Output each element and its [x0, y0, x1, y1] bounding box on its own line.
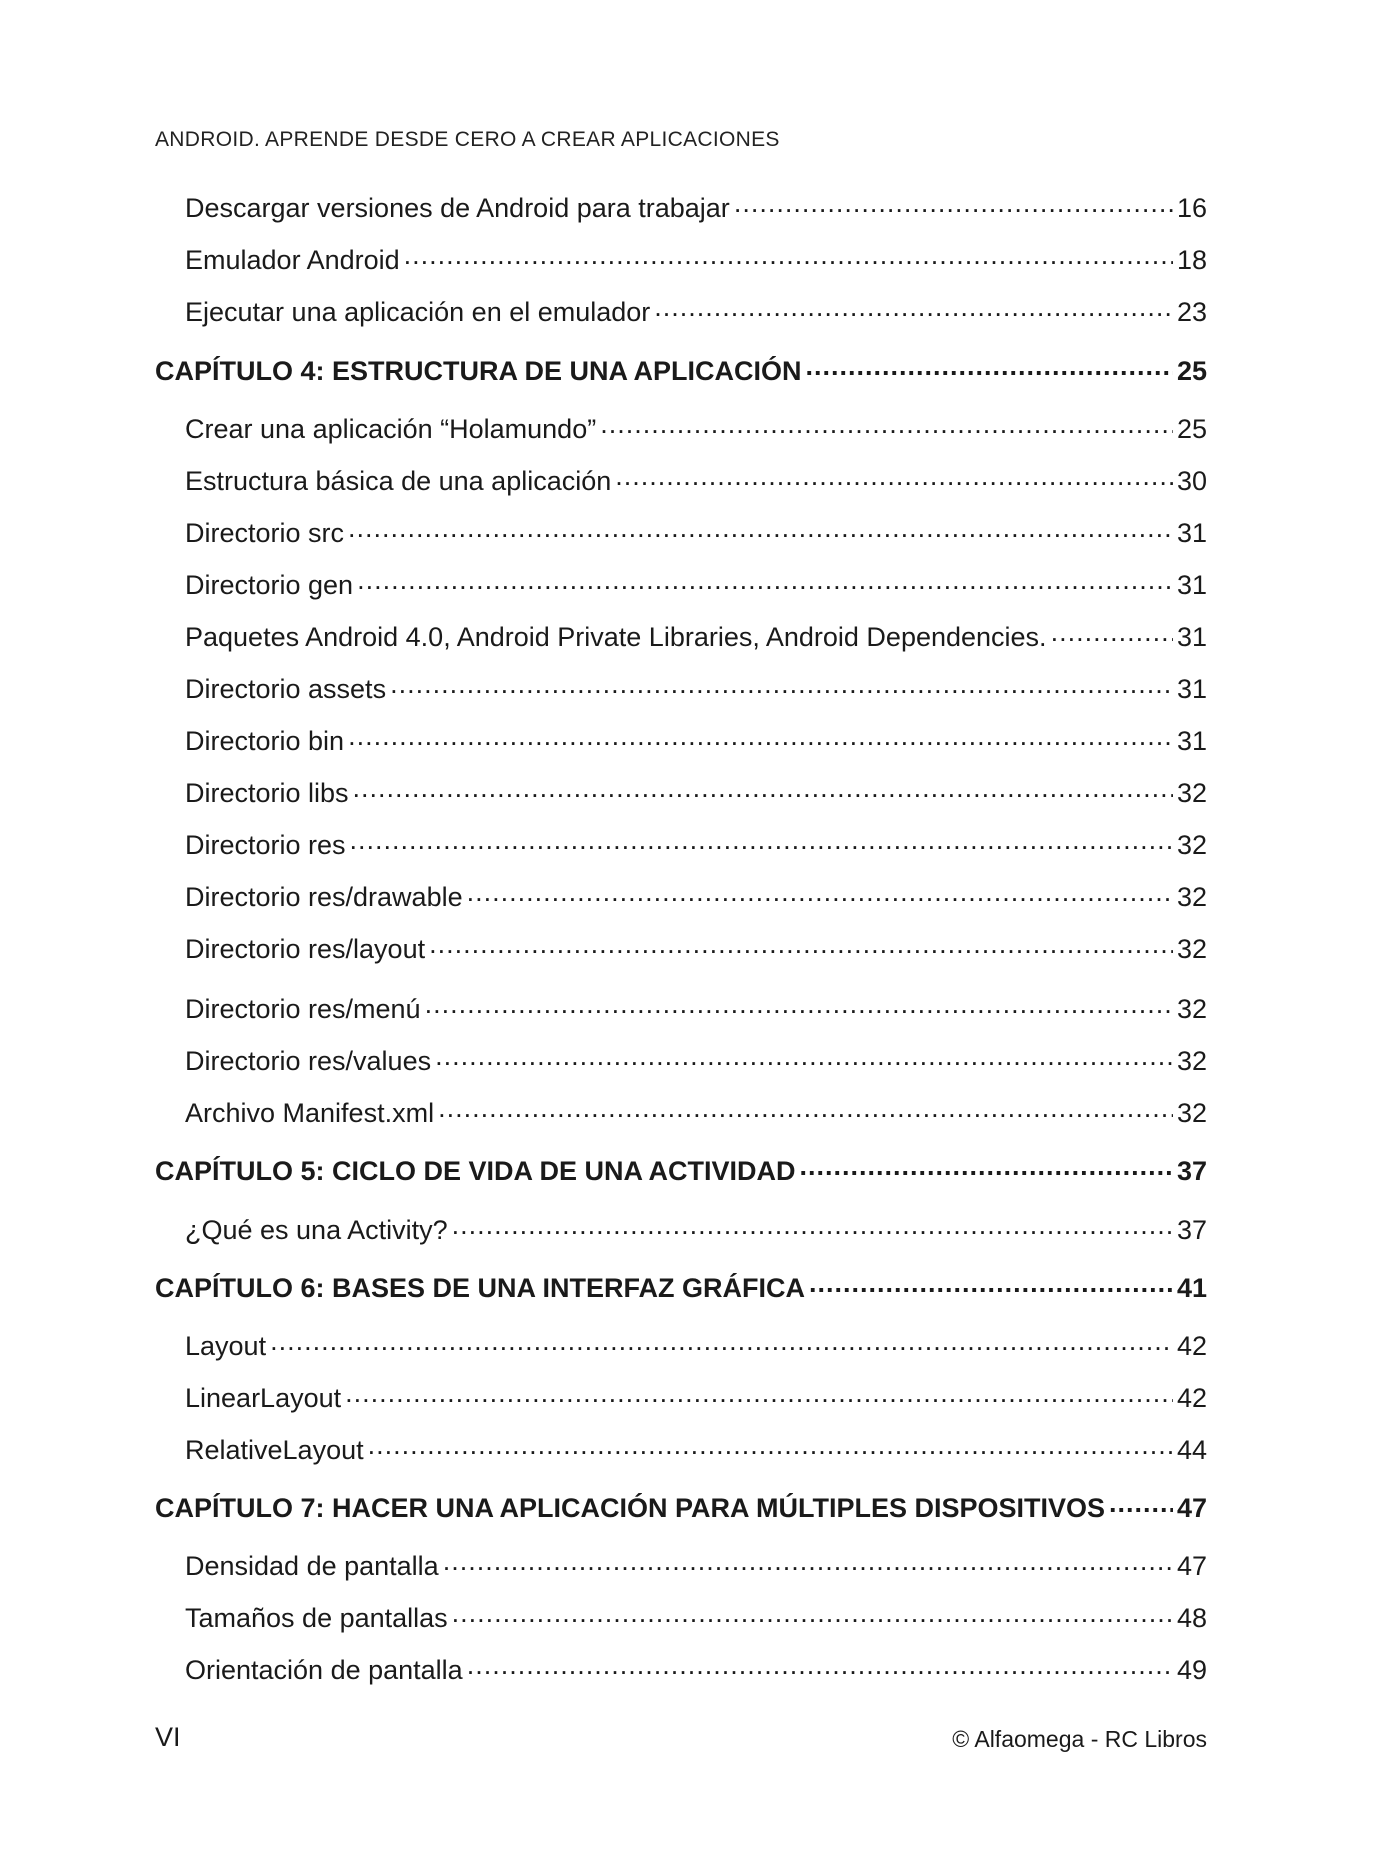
toc-entry-label: Orientación de pantalla — [185, 1655, 463, 1685]
dot-leader — [452, 1212, 1173, 1239]
dot-leader — [425, 991, 1173, 1018]
dot-leader — [615, 463, 1173, 490]
toc-entry — [185, 567, 1207, 601]
page-number: VI — [155, 1722, 181, 1752]
toc-entry-label: Directorio src — [185, 518, 345, 548]
toc-chapter-entry — [155, 1270, 1207, 1304]
toc-entry-page: 32 — [1176, 1098, 1207, 1128]
toc-entry-page: 42 — [1176, 1383, 1207, 1413]
toc-entry — [185, 879, 1207, 913]
toc-entry-page: 48 — [1176, 1603, 1207, 1633]
toc-entry-label: Emulador Android — [185, 245, 400, 275]
toc-entry-page: 47 — [1176, 1493, 1207, 1523]
toc-entry — [185, 294, 1207, 328]
dot-leader — [345, 1380, 1173, 1407]
dot-leader — [1051, 619, 1173, 646]
dot-leader — [390, 671, 1173, 698]
dot-leader — [452, 1600, 1173, 1627]
toc-entry-page: 25 — [1176, 414, 1207, 444]
toc-entry-page: 32 — [1176, 778, 1207, 808]
toc-entry-page: 37 — [1176, 1215, 1207, 1245]
toc-entry-label: Ejecutar una aplicación en el emulador — [185, 297, 651, 327]
toc-entry-page: 16 — [1176, 193, 1207, 223]
copyright-notice: © Alfaomega - RC Libros — [952, 1726, 1207, 1752]
toc-entry — [185, 1212, 1207, 1246]
dot-leader — [348, 723, 1173, 750]
dot-leader — [348, 515, 1173, 542]
toc-chapter-entry — [155, 1153, 1207, 1187]
toc-entry-page: 31 — [1176, 622, 1207, 652]
toc-entry — [185, 991, 1207, 1025]
toc-entry-page: 31 — [1176, 570, 1207, 600]
dot-leader — [435, 1043, 1173, 1070]
toc-entry-page: 30 — [1176, 466, 1207, 496]
toc-entry — [185, 190, 1207, 224]
toc-entry-label: CAPÍTULO 4: ESTRUCTURA DE UNA APLICACIÓN — [155, 356, 802, 386]
toc-entry — [185, 1652, 1207, 1686]
toc-entry — [185, 671, 1207, 705]
toc-entry-page: 49 — [1176, 1655, 1207, 1685]
dot-leader — [350, 827, 1173, 854]
toc-entry — [185, 931, 1207, 965]
toc-entry-page: 37 — [1176, 1156, 1207, 1186]
toc-entry-page: 31 — [1176, 726, 1207, 756]
toc-entry-label: Paquetes Android 4.0, Android Private Libraries, Android Dependencies. — [185, 622, 1047, 652]
toc-entry-label: Directorio res/drawable — [185, 882, 463, 912]
toc-chapter-entry — [155, 1490, 1207, 1524]
toc-entry-label: Directorio res/values — [185, 1046, 432, 1076]
toc-entry-label: Directorio res — [185, 830, 346, 860]
dot-leader — [806, 353, 1173, 380]
toc-entry — [185, 1380, 1207, 1414]
dot-leader — [270, 1328, 1173, 1355]
toc-entry — [185, 1043, 1207, 1077]
toc-entry — [185, 619, 1207, 653]
toc-entry-page: 32 — [1176, 830, 1207, 860]
toc-entry — [185, 1548, 1207, 1582]
toc-entry-label: ¿Qué es una Activity? — [185, 1215, 448, 1245]
dot-leader — [1109, 1490, 1173, 1517]
toc-entry-page: 41 — [1176, 1273, 1207, 1303]
dot-leader — [443, 1548, 1173, 1575]
dot-leader — [467, 879, 1173, 906]
dot-leader — [353, 775, 1173, 802]
toc-entry-label: Directorio res/layout — [185, 934, 426, 964]
toc-entry — [185, 1328, 1207, 1362]
toc-entry-label: CAPÍTULO 5: CICLO DE VIDA DE UNA ACTIVIDAD — [155, 1156, 796, 1186]
running-header: ANDROID. APRENDE DESDE CERO A CREAR APLICACIONES — [155, 128, 780, 151]
toc-entry-page: 32 — [1176, 994, 1207, 1024]
toc-entry-label: Directorio libs — [185, 778, 349, 808]
toc-entry-label: Directorio res/menú — [185, 994, 421, 1024]
toc-entry-label: Directorio bin — [185, 726, 345, 756]
dot-leader — [800, 1153, 1173, 1180]
toc-entry-page: 44 — [1176, 1435, 1207, 1465]
toc-entry — [185, 723, 1207, 757]
toc-entry-page: 31 — [1176, 674, 1207, 704]
toc-entry-page: 31 — [1176, 518, 1207, 548]
toc-entry-page: 32 — [1176, 934, 1207, 964]
toc-entry-label: Crear una aplicación “Holamundo” — [185, 414, 597, 444]
toc-entry-label: LinearLayout — [185, 1383, 342, 1413]
dot-leader — [654, 294, 1173, 321]
toc-entry-label: Descargar versiones de Android para trabajar — [185, 193, 730, 223]
toc-entry-page: 18 — [1176, 245, 1207, 275]
toc-entry — [185, 515, 1207, 549]
toc-entry-label: Tamaños de pantallas — [185, 1603, 448, 1633]
toc-entry — [185, 463, 1207, 497]
toc-entry-label: RelativeLayout — [185, 1435, 364, 1465]
dot-leader — [404, 242, 1173, 269]
dot-leader — [357, 567, 1173, 594]
toc-entry-page: 25 — [1176, 356, 1207, 386]
dot-leader — [368, 1432, 1173, 1459]
dot-leader — [438, 1095, 1173, 1122]
toc-entry-label: Densidad de pantalla — [185, 1551, 439, 1581]
toc-entry-page: 32 — [1176, 1046, 1207, 1076]
toc-entry — [185, 1600, 1207, 1634]
toc-entry-label: Estructura básica de una aplicación — [185, 466, 612, 496]
toc-entry-label: Directorio assets — [185, 674, 387, 704]
toc-entry — [185, 1095, 1207, 1129]
toc-entry-page: 42 — [1176, 1331, 1207, 1361]
dot-leader — [809, 1270, 1173, 1297]
dot-leader — [600, 411, 1173, 438]
toc-entry-label: Archivo Manifest.xml — [185, 1098, 435, 1128]
toc-entry-label: CAPÍTULO 6: BASES DE UNA INTERFAZ GRÁFICA — [155, 1273, 806, 1303]
toc-entry-page: 32 — [1176, 882, 1207, 912]
toc-entry-label: Directorio gen — [185, 570, 354, 600]
dot-leader — [734, 190, 1173, 217]
toc-entry-page: 47 — [1176, 1551, 1207, 1581]
dot-leader — [429, 931, 1173, 958]
toc-entry-page: 23 — [1176, 297, 1207, 327]
toc-entry-label: Layout — [185, 1331, 267, 1361]
toc-chapter-entry — [155, 353, 1207, 387]
dot-leader — [467, 1652, 1173, 1679]
toc-entry — [185, 775, 1207, 809]
toc-entry — [185, 411, 1207, 445]
toc-entry-label: CAPÍTULO 7: HACER UNA APLICACIÓN PARA MÚLTIPLES DISPOSITIVOS — [155, 1493, 1106, 1523]
toc-entry — [185, 242, 1207, 276]
toc-entry — [185, 1432, 1207, 1466]
toc-entry — [185, 827, 1207, 861]
